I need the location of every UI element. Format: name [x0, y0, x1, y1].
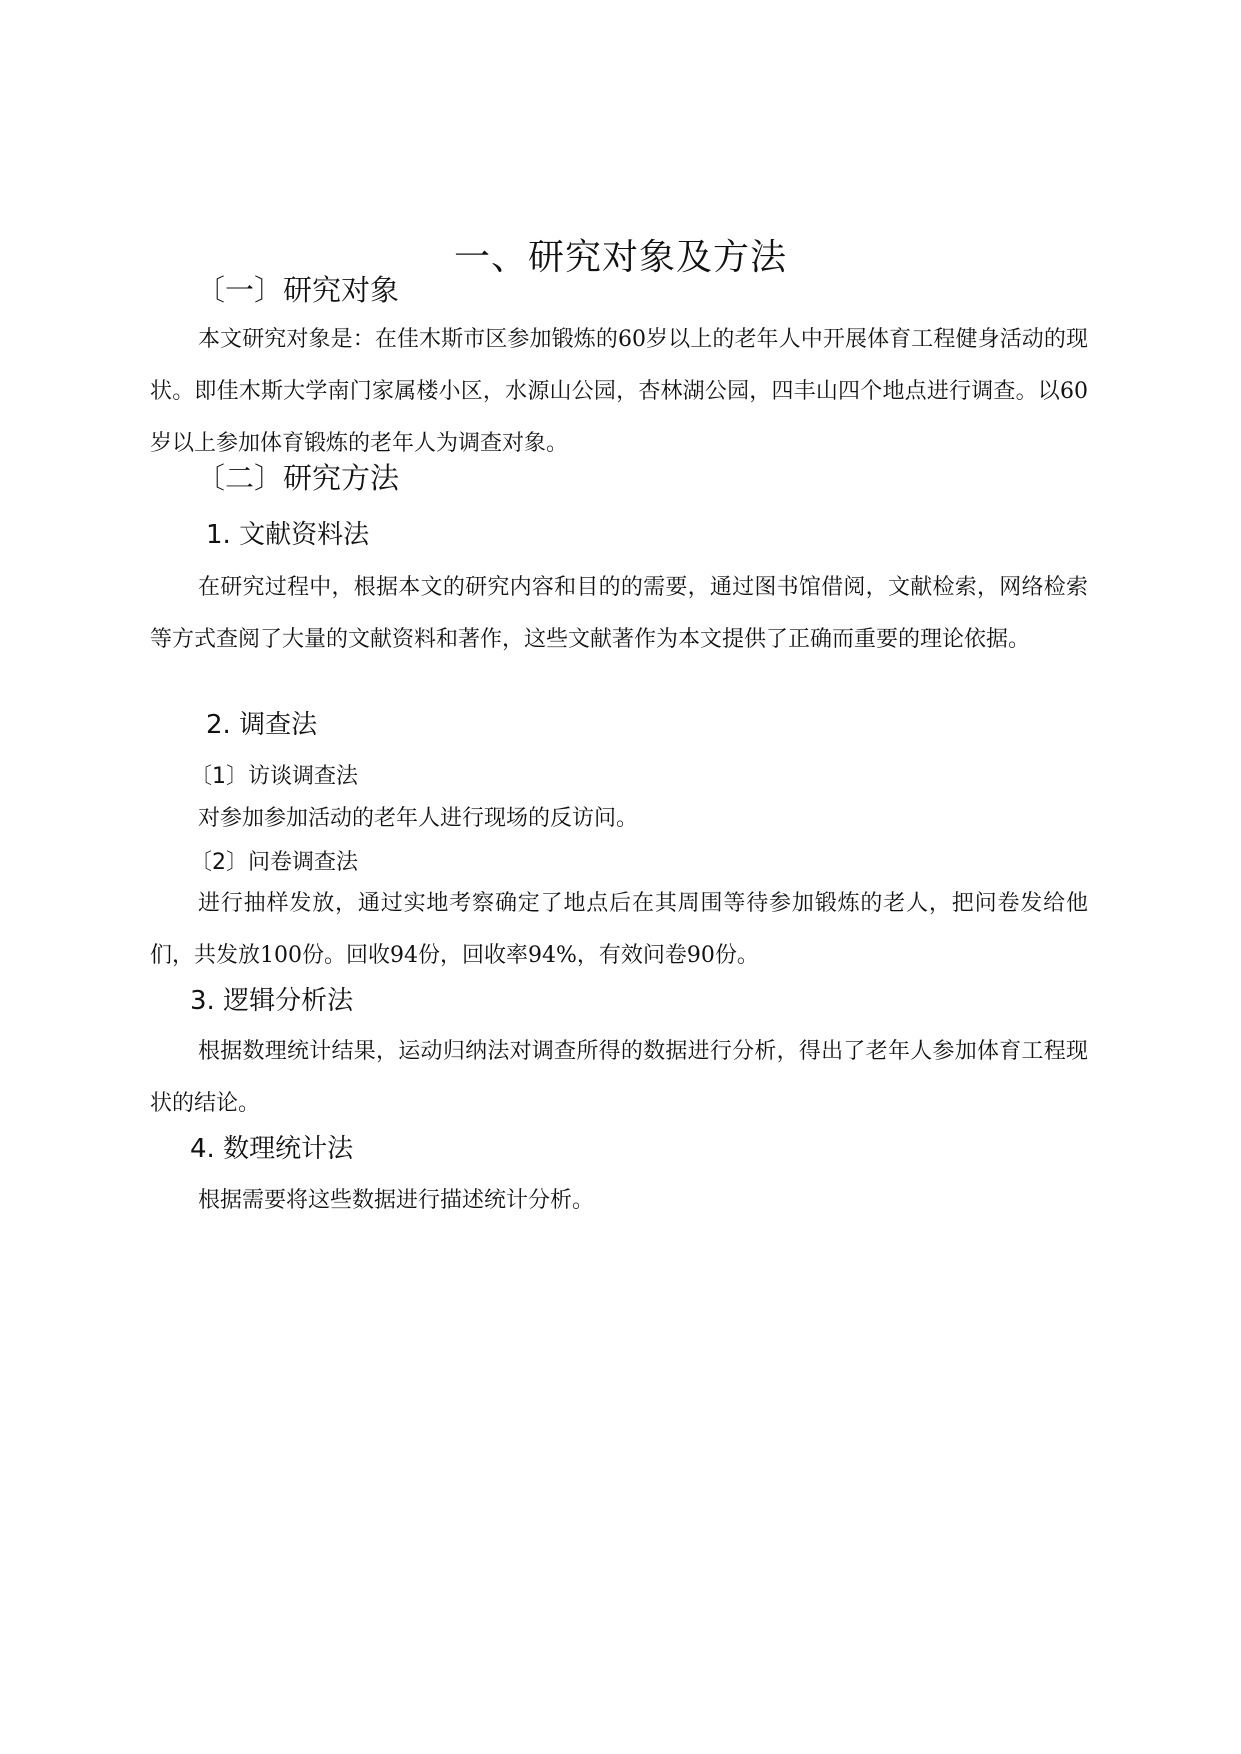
logic-paragraph: 根据数理统计结果，运动归纳法对调查所得的数据进行分析，得出了老年人参加体育工程现状的结论。 — [150, 1039, 1088, 1116]
method-heading-survey: 2. 调查法 — [206, 710, 318, 740]
method-heading-literature: 1. 文献资料法 — [206, 520, 370, 550]
subject-paragraph: 本文研究对象是：在佳木斯市区参加锻炼的60岁以上的老年人中开展体育工程健身活动的现状。即佳木斯大学南门家属楼小区，水源山公园，杏林湖公园，四丰山四个地点进行调查。以60岁以上参加体育锻炼的老年人为调查对象。 — [150, 327, 1088, 456]
subsection-heading-interview: 〔1〕访谈调查法 — [190, 764, 358, 789]
subsection-heading-questionnaire: 〔2〕问卷调查法 — [190, 850, 358, 875]
section-heading-subject: 〔一〕研究对象 — [196, 273, 400, 307]
method-heading-logic: 3. 逻辑分析法 — [190, 986, 354, 1016]
section-heading-methods: 〔二〕研究方法 — [196, 461, 400, 495]
literature-paragraph: 在研究过程中，根据本文的研究内容和目的的需要，通过图书馆借阅，文献检索，网络检索等方式查阅了大量的文献资料和著作，这些文献著作为本文提供了正确而重要的理论依据。 — [150, 575, 1088, 652]
questionnaire-paragraph: 进行抽样发放，通过实地考察确定了地点后在其周围等待参加锻炼的老人，把问卷发给他们，共发放100份。回收94份，回收率94%，有效问卷90份。 — [150, 891, 1088, 968]
statistics-paragraph: 根据需要将这些数据进行描述统计分析。 — [198, 1188, 595, 1213]
interview-paragraph: 对参加参加活动的老年人进行现场的反访问。 — [198, 806, 639, 831]
chapter-title: 一、研究对象及方法 — [453, 237, 787, 278]
method-heading-statistics: 4. 数理统计法 — [190, 1134, 354, 1164]
